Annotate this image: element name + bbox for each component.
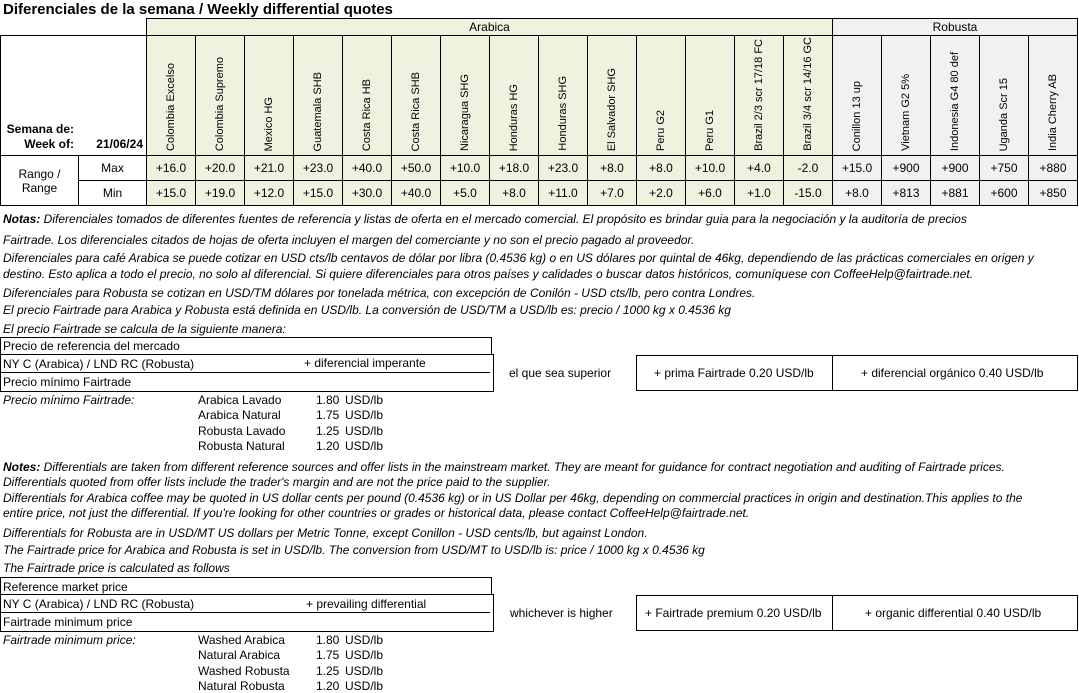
calc-en-higher: whichever is higher [510,606,613,620]
notes-en-line-7: The Fairtrade price is calculated as follows [3,561,230,575]
min-price-unit: USD/lb [345,423,384,438]
max-value: +10.0 [441,156,490,181]
min-price-unit: USD/lb [345,663,384,678]
notes-en-line-2: Differentials quoted from offer lists include the trader's margin and are not the price paid to the supplier. [3,475,551,489]
column-header-label: Indonesia G4 80 def [949,51,961,151]
min-value: +600 [980,181,1029,206]
notes-en-line-4: entire price, not just the differential. If you're looking for other countries or grades or historical data, please contact CoffeeHelp@fairtrade.net. [3,506,750,520]
min-price-name: Washed Arabica [198,633,285,647]
notes-es-line-4: destino. Esto aplica a todo el precio, no solo al diferencial. Si quiere diferenciales para otros países y calidades o buscar datos históricos, comuníquese con CoffeeHelp@fairtrade.net. [3,267,974,281]
max-value: +15.0 [833,156,882,181]
notes-en-line-1 [3,460,1005,474]
column-header [686,36,735,156]
column-header-label: India Cherry AB [1047,73,1059,151]
group-header-arabica: Arabica [147,19,833,36]
column-header [588,36,637,156]
calc-es-min-label: Precio mínimo Fairtrade: [3,393,135,407]
calc-en-nyc: NY C (Arabica) / LND RC (Robusta) [3,597,195,611]
min-value: +850 [1029,181,1078,206]
column-header [196,36,245,156]
calc-en-reference: Reference market price [3,580,128,594]
min-price-value: 1.20 [316,438,340,453]
max-label: Max [79,156,147,181]
min-price-name: Arabica Natural [198,408,281,423]
column-header-label: Honduras HG [508,83,520,151]
column-header [441,36,490,156]
calc-en-organic: + organic differential 0.40 USD/lb [865,606,1042,620]
min-value: +15.0 [147,181,196,206]
column-header [392,36,441,156]
min-price-unit: USD/lb [345,633,384,647]
column-header [735,36,784,156]
column-header-label: Costa Rica HB [361,78,373,151]
column-header-label: Costa Rica SHB [410,71,422,151]
max-value: +50.0 [392,156,441,181]
min-price-name: Natural Robusta [198,678,285,693]
column-header-label: Peru G1 [704,110,716,151]
week-date: 21/06/24 [96,137,143,151]
calc-es-plus-diff: + diferencial imperante [304,356,426,370]
max-value: +40.0 [343,156,392,181]
column-header [637,36,686,156]
notes-en-text-1: Differentials are taken from different reference sources and offer lists in the mainstream market. They are meant for guidance for contract negotiation and auditing of Fairtrade prices. [40,460,1005,474]
min-price-unit: USD/lb [345,408,384,423]
min-price-value: 1.20 [316,678,340,693]
column-header [539,36,588,156]
notes-es-line-5: Diferenciales para Robusta se cotizan en USD/TM dólares por tonelada métrica, con excepción de Conilón - USD cts/lb, pero contra Londres. [3,286,756,300]
min-value: +881 [931,181,980,206]
page-title: Diferenciales de la semana / Weekly differential quotes [3,1,393,18]
min-price-name: Arabica Lavado [198,393,282,407]
min-price-unit: USD/lb [345,678,384,693]
group-header-robusta: Robusta [833,19,1078,36]
week-label-en: Week of: [24,137,74,151]
min-value: +7.0 [588,181,637,206]
max-value: +10.0 [686,156,735,181]
max-value: +18.0 [490,156,539,181]
min-price-value: 1.25 [316,663,340,678]
max-value: +16.0 [147,156,196,181]
min-value: +8.0 [490,181,539,206]
calc-es-reference: Precio de referencia del mercado [3,339,180,353]
min-label: Min [79,181,147,206]
notes-en-label: Notes: [3,460,41,474]
max-value: +900 [931,156,980,181]
column-header-label: Colombia Supremo [214,56,226,151]
min-value: +30.0 [343,181,392,206]
calc-es-organic: + diferencial orgánico 0.40 USD/lb [861,366,1044,380]
max-value: +880 [1029,156,1078,181]
min-value: +11.0 [539,181,588,206]
min-price-value: 1.25 [316,423,340,438]
differentials-table [0,18,1078,206]
week-label-es: Semana de: [6,122,74,136]
min-value: +40.0 [392,181,441,206]
max-value: +23.0 [539,156,588,181]
max-value: +750 [980,156,1029,181]
calc-en-premium: + Fairtrade premium 0.20 USD/lb [645,606,822,620]
min-value: -15.0 [784,181,833,206]
calc-es-minimum: Precio mínimo Fairtrade [3,375,132,389]
min-value: +813 [882,181,931,206]
column-header-label: El Salvador SHG [606,67,618,151]
min-value: +8.0 [833,181,882,206]
notes-es-text-1: Diferenciales tomados de diferentes fuentes de referencia y listas de oferta en el mercado comercial. El propósito es brindar guia para la negociación y la auditoría de precios [40,212,967,226]
notes-es-line-6: El precio Fairtrade para Arabica y Robusta está definida en USD/lb. La conversión de USD/TM a USD/lb es: precio / 1000 kg x 0.4536 kg [3,303,731,317]
column-header-label: Colombia Excelso [165,62,177,151]
min-price-name: Washed Robusta [198,663,290,678]
min-value: +15.0 [294,181,343,206]
max-value: +21.0 [245,156,294,181]
max-value: -2.0 [784,156,833,181]
min-value: +1.0 [735,181,784,206]
min-value: +19.0 [196,181,245,206]
column-header [147,36,196,156]
column-header-label: Brazil 3/4 scr 14/16 GC [802,37,814,151]
column-header [980,36,1029,156]
column-header [833,36,882,156]
week-cell [1,36,147,156]
min-price-value: 1.75 [316,408,340,423]
min-price-unit: USD/lb [345,393,384,407]
notes-es-line-7: El precio Fairtrade se calcula de la siguiente manera: [3,322,286,336]
min-value: +5.0 [441,181,490,206]
column-header [343,36,392,156]
min-price-name: Robusta Natural [198,438,285,453]
max-value: +900 [882,156,931,181]
column-header-label: Uganda Scr 15 [998,77,1010,151]
column-header-label: Mexico HG [263,96,275,151]
column-header [490,36,539,156]
notes-es-line-1 [3,212,967,226]
column-header [882,36,931,156]
min-price-unit: USD/lb [345,648,384,663]
notes-en-line-5: Differentials for Robusta are in USD/MT US dollars per Metric Tonne, except Conillon - USD cents/lb, but against London. [3,526,648,540]
column-header [931,36,980,156]
min-value: +12.0 [245,181,294,206]
calc-es-higher: el que sea superior [509,366,612,380]
calc-es-nyc: NY C (Arabica) / LND RC (Robusta) [3,357,195,371]
table-corner-top [1,19,147,36]
min-price-name: Robusta Lavado [198,423,286,438]
calc-en-divider [0,612,490,613]
calc-es-premium: + prima Fairtrade 0.20 USD/lb [654,366,814,380]
notes-en-line-3: Differentials for Arabica coffee may be quoted in US dollar cents per pound (0.4536 kg) or in US Dollar per 46kg, depending on commercial practices in origin and destination.This applies to the [3,491,1023,505]
calc-en-minimum: Fairtrade minimum price [3,615,133,629]
calc-es-divider [0,372,490,373]
min-price-value: 1.80 [316,393,340,407]
column-header-label: Honduras SHG [557,76,569,151]
notes-es-label: Notas: [3,212,41,226]
column-header [1029,36,1078,156]
min-value: +6.0 [686,181,735,206]
column-header-label: Peru G2 [655,110,667,151]
column-header-label: Nicaragua SHG [459,73,471,151]
column-header [784,36,833,156]
max-value: +8.0 [637,156,686,181]
column-header-label: Conillon 13 up [851,80,863,151]
min-price-name: Natural Arabica [198,648,281,663]
calc-en-plus-diff: + prevailing differential [306,597,427,611]
min-price-unit: USD/lb [345,438,384,453]
min-price-value: 1.75 [316,648,340,663]
column-header-label: Brazil 2/3 scr 17/18 FC [753,39,765,151]
column-header [245,36,294,156]
max-value: +20.0 [196,156,245,181]
notes-en-line-6: The Fairtrade price for Arabica and Robusta is set in USD/lb. The conversion from USD/MT to USD/lb is: price / 1000 kg x 0.4536 kg [3,543,705,557]
column-header-label: Guatemala SHB [312,71,324,151]
range-label: Rango / Range [1,156,79,206]
notes-es-line-2: Fairtrade. Los diferenciales citados de hojas de oferta incluyen el margen del comerciante y no son el precio pagado al proveedor. [3,233,695,247]
notes-es-line-3: Diferenciales para café Arabica se puede cotizar en USD cts/lb centavos de dólar por libra (0.4536 kg) o en US dólares por quintal de 46kg, dependiendo de las prácticas comerciales en origen y [3,251,1034,265]
max-value: +4.0 [735,156,784,181]
max-value: +8.0 [588,156,637,181]
column-header-label: Vietnam G2 5% [900,74,912,151]
calc-en-min-label: Fairtrade minimum price: [3,633,136,647]
column-header [294,36,343,156]
max-value: +23.0 [294,156,343,181]
min-price-value: 1.80 [316,633,340,647]
min-value: +2.0 [637,181,686,206]
